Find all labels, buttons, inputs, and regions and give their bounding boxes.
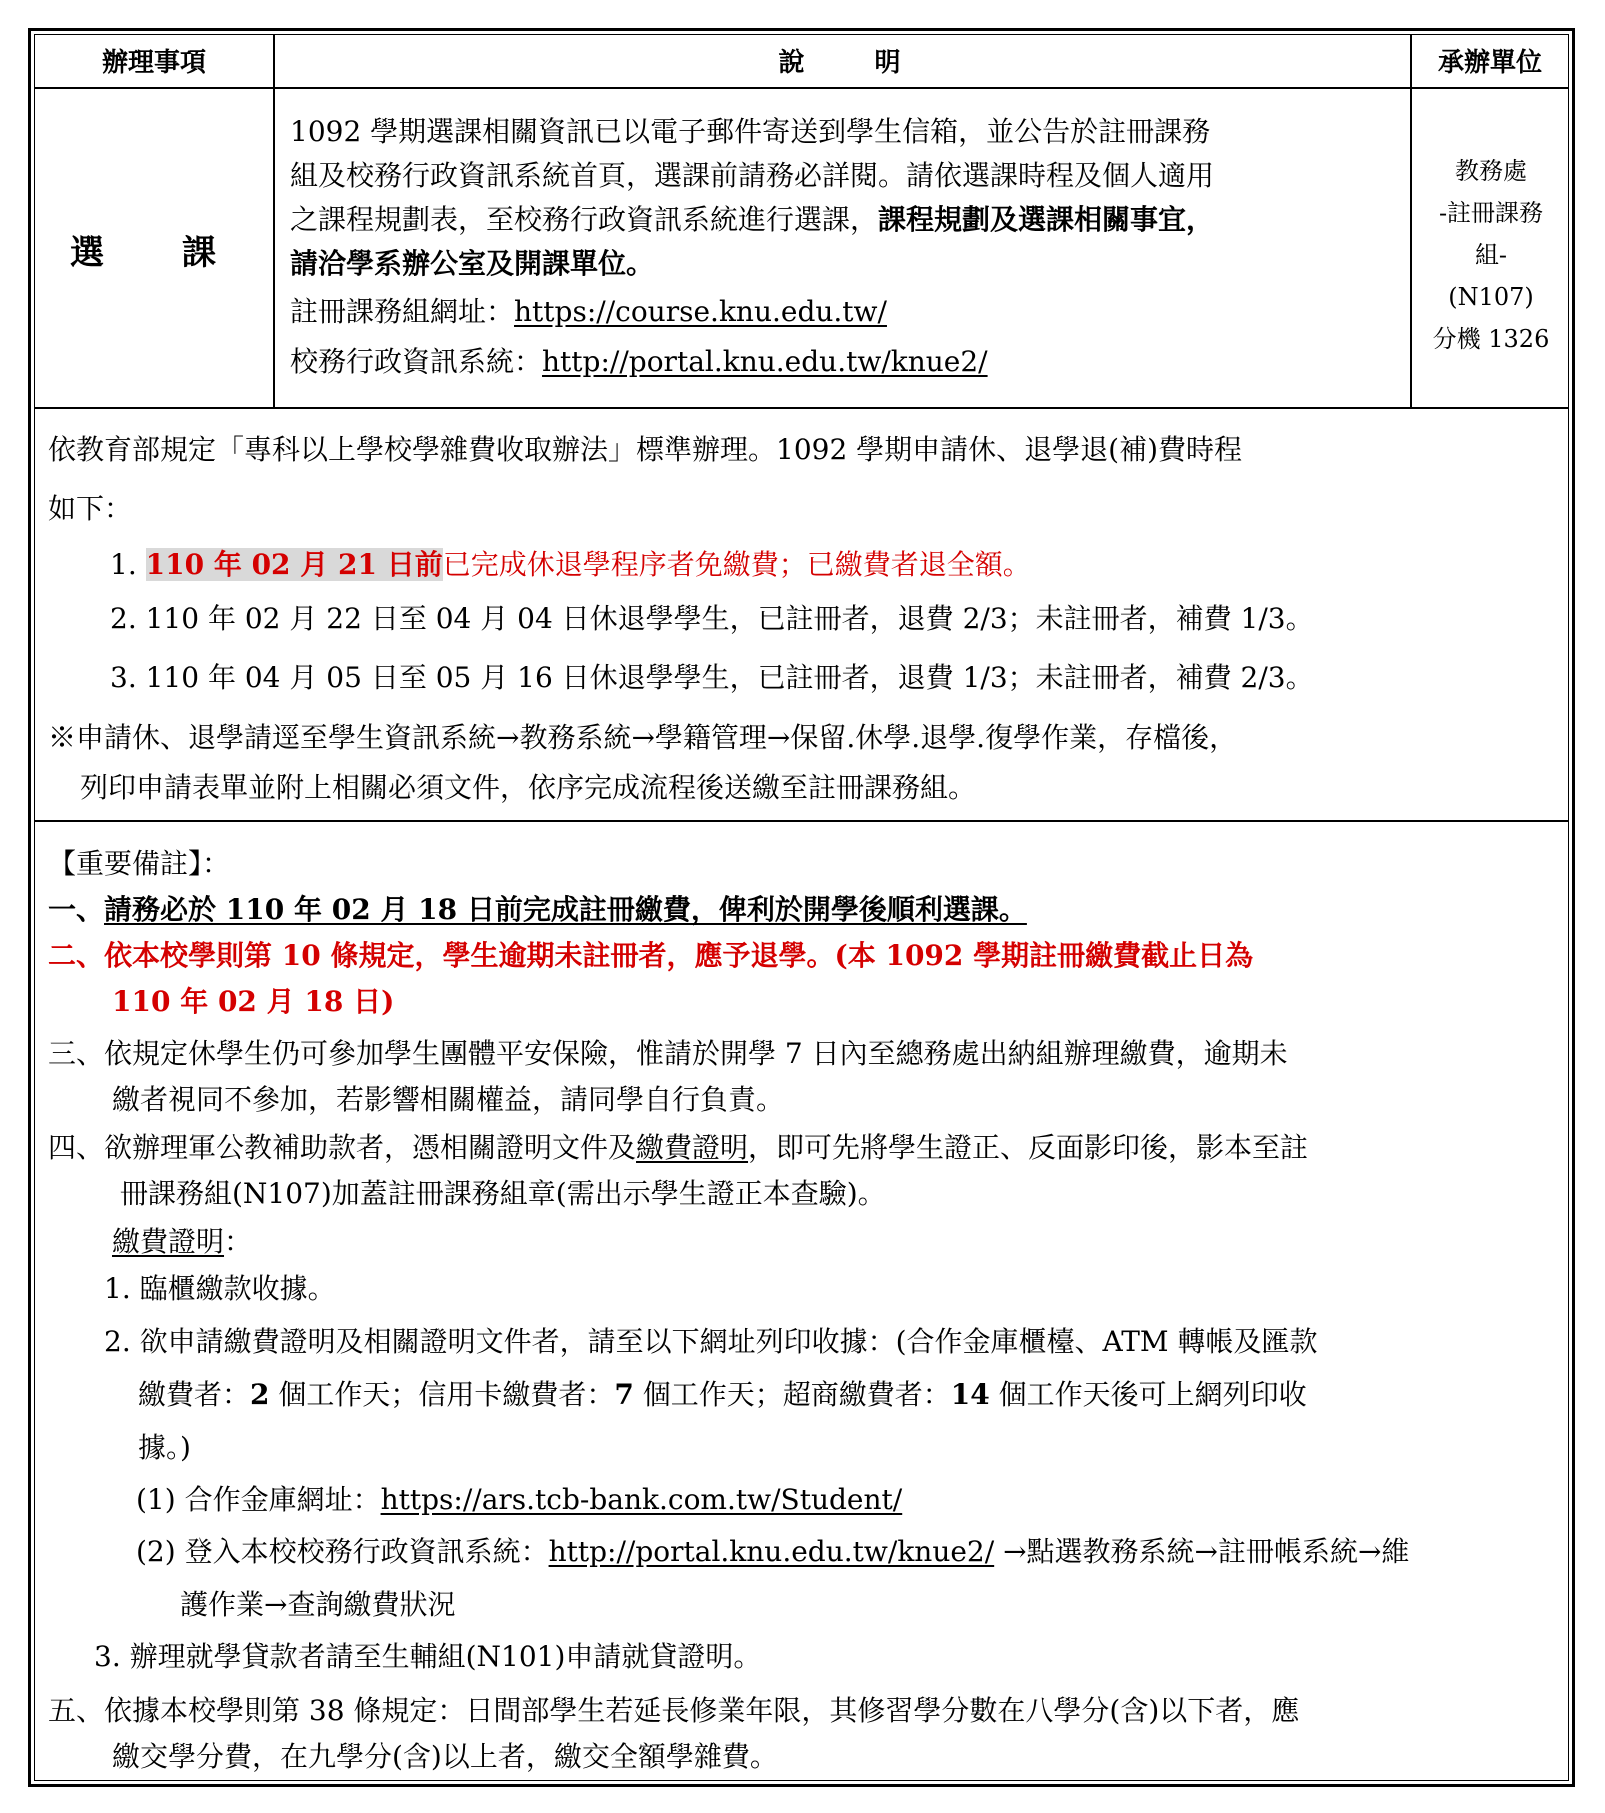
proof-item-2 bbox=[138, 1378, 1307, 1411]
course-text-bold: 請洽學系辦公室及開課單位。 bbox=[290, 247, 655, 280]
proof-item-2: 2. 欲申請繳費證明及相關證明文件者，請至以下網址列印收據：(合作金庫櫃檯、ATM 轉帳及匯款 bbox=[104, 1325, 1318, 1358]
proof-colon: ： bbox=[224, 1225, 253, 1258]
refund-note: ※申請休、退學請逕至學生資訊系統→教務系統→學籍管理→保留.休學.退學.復學作業，存檔後， bbox=[48, 721, 1238, 754]
course-text-normal: 之課程規劃表，至校務行政資訊系統進行選課， bbox=[290, 203, 879, 236]
proof-item-2: 據。) bbox=[138, 1431, 191, 1464]
course-text: 1092 學期選課相關資訊已以電子郵件寄送到學生信箱，並公告於註冊課務 bbox=[290, 115, 1211, 148]
portal-link[interactable]: http://portal.knu.edu.tw/knue2/ bbox=[542, 345, 988, 378]
note-5: 五、依據本校學則第 38 條規定：日間部學生若延長修業年限，其修習學分數在八學分(含)以下者，應 bbox=[48, 1694, 1300, 1727]
proof-days: 2 bbox=[250, 1378, 270, 1411]
responsible-unit bbox=[1411, 150, 1571, 360]
refund-item-2: 2. 110 年 02 月 22 日至 04 月 04 日休退學學生，已註冊者，退費 2/3；未註冊者，補費 1/3。 bbox=[110, 602, 1314, 635]
proof-heading bbox=[112, 1225, 253, 1258]
note-4-text: ，即可先將學生證正、反面影印後，影本至註 bbox=[748, 1131, 1309, 1164]
unit-line: 分機 1326 bbox=[1432, 325, 1550, 353]
course-link-row bbox=[290, 295, 887, 328]
notes-title: 【重要備註】： bbox=[48, 847, 231, 880]
proof-text: 個工作天；超商繳費者： bbox=[633, 1378, 951, 1411]
portal-link-2[interactable]: http://portal.knu.edu.tw/knue2/ bbox=[548, 1535, 995, 1568]
sub-text: →點選教務系統→註冊帳系統→維 bbox=[994, 1535, 1410, 1568]
note-4-text: 四、欲辦理軍公教補助款者，憑相關證明文件及 bbox=[48, 1131, 637, 1164]
refund-item-1 bbox=[110, 548, 1031, 581]
course-text-bold: 課程規劃及選課相關事宜， bbox=[878, 203, 1215, 236]
note-4 bbox=[48, 1131, 1309, 1164]
link-label: 註冊課務組網址： bbox=[290, 295, 515, 328]
course-site-link[interactable]: https://course.knu.edu.tw/ bbox=[514, 295, 887, 328]
unit-line: 教務處 bbox=[1455, 157, 1527, 185]
note-prefix: 一、 bbox=[48, 893, 105, 926]
refund-intro: 依教育部規定「專科以上學校學雜費收取辦法」標準辦理。1092 學期申請休、退學退(補)費時程 bbox=[48, 433, 1243, 466]
header-col-desc: 說 明 bbox=[274, 34, 1411, 89]
refund-note: 列印申請表單並附上相關必須文件，依序完成流程後送繳至註冊課務組。 bbox=[80, 771, 977, 804]
header-col-unit: 承辦單位 bbox=[1411, 34, 1569, 89]
note-1 bbox=[48, 893, 1027, 926]
unit-line: 組- bbox=[1474, 241, 1508, 269]
proof-sub-2: 護作業→查詢繳費狀況 bbox=[180, 1588, 456, 1621]
proof-text: 繳費者： bbox=[138, 1378, 251, 1411]
proof-title: 繳費證明 bbox=[112, 1225, 225, 1258]
course-text bbox=[290, 203, 1215, 236]
proof-days: 7 bbox=[614, 1378, 634, 1411]
refund-item-3: 3. 110 年 04 月 05 日至 05 月 16 日休退學學生，已註冊者，退費 1/3；未註冊者，補費 2/3。 bbox=[110, 661, 1314, 694]
refund-item-text: 已完成休退學程序者免繳費；已繳費者退全額。 bbox=[442, 548, 1031, 581]
sub-label: (2) 登入本校校務行政資訊系統： bbox=[136, 1535, 549, 1568]
sub-label: (1) 合作金庫網址： bbox=[136, 1483, 381, 1516]
note-4: 冊課務組(N107)加蓋註冊課務組章(需出示學生證正本查驗)。 bbox=[120, 1177, 886, 1210]
proof-item-1: 1. 臨櫃繳款收據。 bbox=[104, 1272, 336, 1305]
note-3: 三、依規定休學生仍可參加學生團體平安保險，惟請於開學 7 日內至總務處出納組辦理繳費，逾期未 bbox=[48, 1037, 1288, 1070]
item-number: 1. bbox=[110, 548, 137, 581]
tcb-bank-link[interactable]: https://ars.tcb-bank.com.tw/Student/ bbox=[380, 1483, 903, 1516]
note-5: 繳交學分費，在九學分(含)以上者，繳交全額學雜費。 bbox=[112, 1740, 778, 1773]
link-label: 校務行政資訊系統： bbox=[290, 345, 543, 378]
course-link-row bbox=[290, 345, 988, 378]
note-2: 110 年 02 月 18 日) bbox=[112, 985, 395, 1018]
unit-line: (N107) bbox=[1448, 283, 1534, 311]
divider bbox=[34, 820, 1569, 822]
deadline-highlight: 110 年 02 月 21 日前 bbox=[145, 548, 443, 581]
refund-intro: 如下： bbox=[48, 492, 133, 525]
proof-text: 個工作天後可上網列印收 bbox=[989, 1378, 1307, 1411]
unit-line: -註冊課務 bbox=[1438, 199, 1544, 227]
proof-sub-2 bbox=[136, 1535, 1410, 1568]
header-col-item: 辦理事項 bbox=[34, 34, 274, 89]
proof-sub-1 bbox=[136, 1483, 903, 1516]
payment-proof-term: 繳費證明 bbox=[636, 1131, 749, 1164]
note-3: 繳者視同不參加，若影響相關權益，請同學自行負責。 bbox=[112, 1083, 785, 1116]
proof-text: 個工作天；信用卡繳費者： bbox=[269, 1378, 615, 1411]
proof-days: 14 bbox=[950, 1378, 990, 1411]
proof-item-3: 3. 辦理就學貸款者請至生輔組(N101)申請就貸證明。 bbox=[94, 1640, 762, 1673]
note-2: 二、依本校學則第 10 條規定，學生逾期未註冊者，應予退學。(本 1092 學期註冊繳費截止日為 bbox=[48, 939, 1254, 972]
course-item-title: 選 課 bbox=[70, 232, 238, 273]
course-text: 組及校務行政資訊系統首頁，選課前請務必詳閱。請依選課時程及個人適用 bbox=[290, 159, 1215, 192]
note-1-text: 請務必於 110 年 02 月 18 日前完成註冊繳費，俾利於開學後順利選課。 bbox=[104, 893, 1027, 926]
